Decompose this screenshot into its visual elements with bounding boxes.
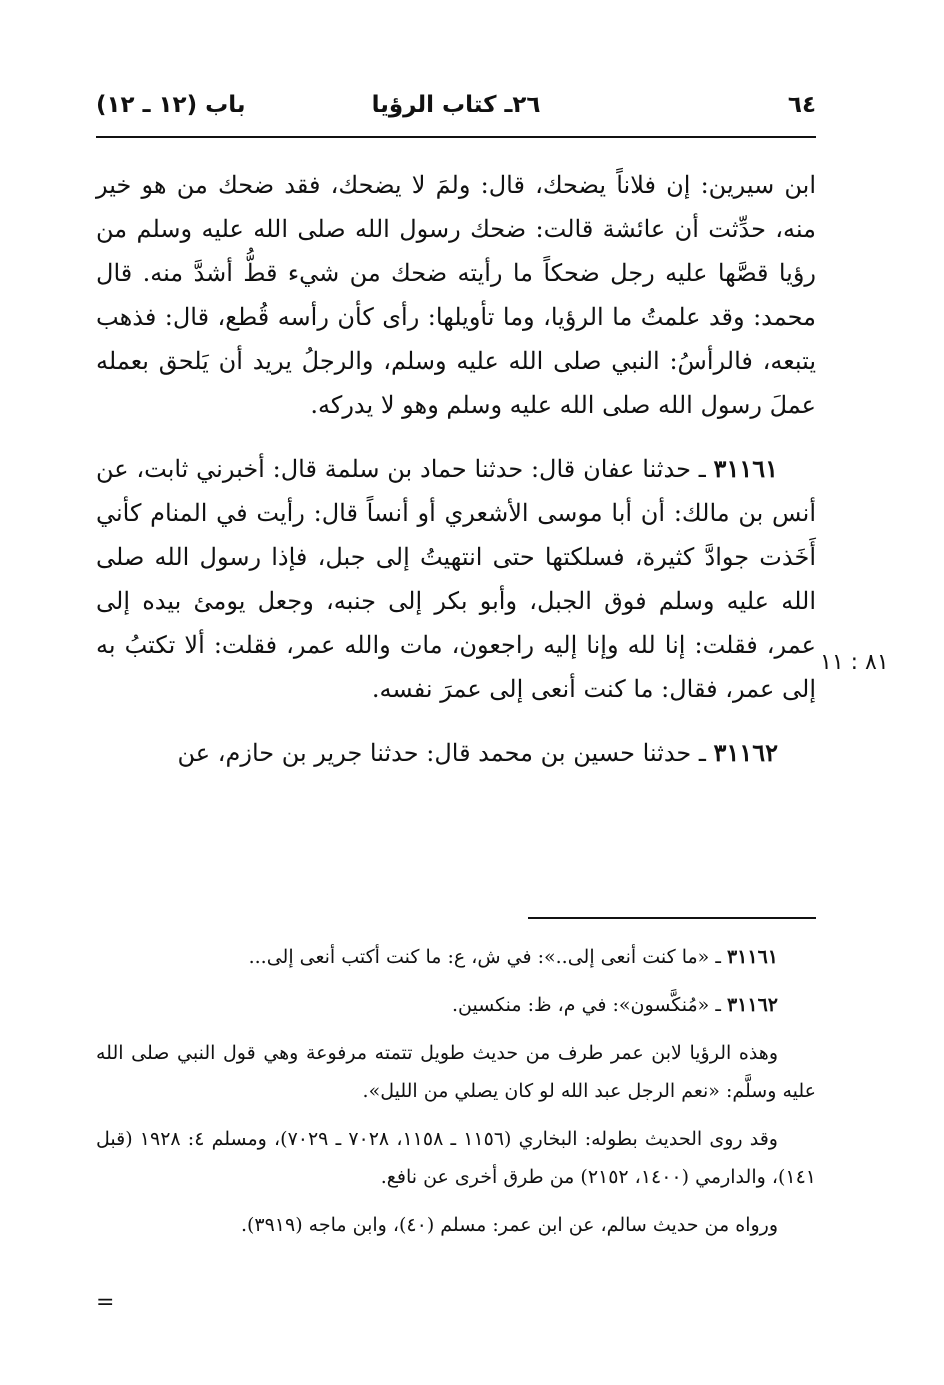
footnote-text: ـ «ما كنت أنعى إلى..»: في ش، ع: ما كنت أكتب أنعى إلى... (248, 946, 721, 968)
page-header (96, 88, 816, 128)
hadith-31162 (96, 731, 816, 775)
footnote-note-1: وهذه الرؤيا لابن عمر طرف من حديث طويل تتمته مرفوعة وهي قول النبي صلى الله عليه وسلَّم: «نعم الرجل عبد الله لو كان يصلي من الليل». (96, 1042, 816, 1102)
footnote-rule (528, 917, 816, 919)
hadith-number: ٣١١٦٢ (713, 738, 778, 767)
book-title: ٢٦ـ كتاب الرؤيا (371, 92, 541, 118)
hadith-number: ٣١١٦١ (713, 454, 778, 483)
hadith-31161 (96, 447, 816, 711)
footnote-31162 (96, 986, 816, 1024)
chapter-label: باب (١٢ ـ ١٢) (96, 92, 246, 118)
footnotes (96, 938, 816, 1254)
footnote-text: ـ «مُنكَّسون»: في م، ظ: منكسين. (452, 994, 721, 1016)
continuation-mark: = (96, 1290, 115, 1315)
hadith-text: ـ حدثنا حسين بن محمد قال: حدثنا جرير بن حازم، عن (177, 739, 706, 767)
footnote-note-2: وقد روى الحديث بطوله: البخاري (١١٥٦ ـ ١١٥٨، ٧٠٢٨ ـ ٧٠٢٩)، ومسلم ٤: ١٩٢٨ (قبل ١٤١)، والدارمي (١٤٠٠، ٢١٥٢) من طرق أخرى عن نافع. (96, 1128, 816, 1188)
footnote-number: ٣١١٦٢ (726, 994, 778, 1016)
main-text (96, 163, 816, 795)
page-number: ٦٤ (787, 92, 816, 118)
footnote-number: ٣١١٦١ (726, 946, 778, 968)
margin-reference: ٨١ : ١١ (820, 650, 889, 675)
hadith-text: ـ حدثنا عفان قال: حدثنا حماد بن سلمة قال: أخبرني ثابت، عن أنس بن مالك: أن أبا موسى الأشعري أو أنساً قال: رأيت في المنام كأني أَخَذت جوادَّ كثيرة، فسلكتها حتى انتهيتُ إلى جبل، فإذا رسول الله صلى الله عليه وسلم فوق الجبل، وأبو بكر إلى جنبه، وجعل يومئ بيده إلى عمر، فقلت: إنا لله وإنا إليه راجعون، مات والله عمر، فقلت: ألا تكتبُ به إلى عمر، فقال: ما كنت أنعى إلى عمرَ نفسه. (96, 455, 817, 703)
footnote-31161 (96, 938, 816, 976)
paragraph-continuation: ابن سيرين: إن فلاناً يضحك، قال: ولمَ لا يضحك، فقد ضحك من هو خير منه، حدِّثت أن عائشة قالت: ضحك رسول الله صلى الله عليه وسلم من رؤيا قصَّها عليه رجل ضحكاً ما رأيته ضحك من شيء قطُّ أشدَّ منه. قال محمد: وقد علمتُ ما الرؤيا، وما تأويلها: رأى كأن رأسه قُطع، قال: فذهب يتبعه، فالرأسُ: النبي صلى الله عليه وسلم، والرجلُ يريد أن يَلحق بعمله عملَ رسول الله صلى الله عليه وسلم وهو لا يدركه. (96, 171, 817, 419)
footnote-note-3: ورواه من حديث سالم، عن ابن عمر: مسلم (٤٠)، وابن ماجه (٣٩١٩). (240, 1214, 778, 1236)
header-rule (96, 136, 816, 138)
